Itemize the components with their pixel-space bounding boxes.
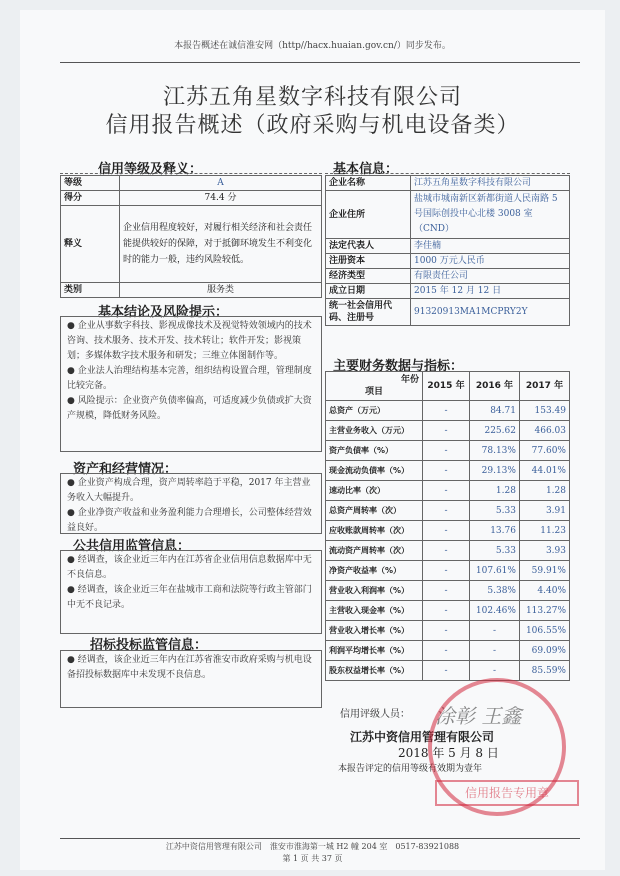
finance-metric-label: 营业收入利润率（%） xyxy=(326,581,423,601)
finance-metric-label: 现金流动负债率（%） xyxy=(326,461,423,481)
assets-box xyxy=(60,473,322,534)
finance-row xyxy=(326,481,570,501)
conclusion-item: ● 企业从事数字科技、影视成像技术及视觉特效领域内的技术咨询、技术服务、技术开发、技术转让；软件开发；影视策划；多媒体数字技术服务和研发；三维立体图制作等。 xyxy=(67,321,312,361)
finance-metric-label: 流动资产周转率（次） xyxy=(326,541,423,561)
section-basic-title: 基本信息： xyxy=(333,162,399,177)
finance-header-row xyxy=(326,372,570,401)
grade-type-value: 服务类 xyxy=(120,283,322,298)
finance-metric-value: 84.71 xyxy=(469,401,519,421)
bid-box xyxy=(60,650,322,708)
basic-info-label: 企业住所 xyxy=(326,191,411,239)
company-title: 江苏五角星数字科技有限公司 xyxy=(162,85,462,110)
finance-metric-value: - xyxy=(423,401,470,421)
section-finance-title: 主要财务数据与指标： xyxy=(333,359,464,374)
finance-row xyxy=(326,561,570,581)
basic-info-label: 企业名称 xyxy=(326,176,411,191)
finance-row xyxy=(326,421,570,441)
finance-metric-value: 225.62 xyxy=(469,421,519,441)
seal-band: 信用报告专用章 xyxy=(435,780,579,806)
finance-row xyxy=(326,501,570,521)
finance-metric-label: 营业收入增长率（%） xyxy=(326,621,423,641)
divider xyxy=(60,173,322,174)
rater-label: 信用评级人员： xyxy=(340,709,410,720)
finance-metric-value: - xyxy=(423,601,470,621)
basic-info-value: 盐城市城南新区新都街道人民南路 5 号国际创投中心北楼 3008 室（CND） xyxy=(411,191,570,239)
grade-score-value: 74.4 分 xyxy=(120,191,322,206)
finance-metric-value: 13.76 xyxy=(469,521,519,541)
basic-info-value: 有限责任公司 xyxy=(411,269,570,284)
basic-info-value: 江苏五角星数字科技有限公司 xyxy=(411,176,570,191)
basic-info-row xyxy=(326,284,570,299)
basic-info-label: 注册资本 xyxy=(326,254,411,269)
section-grade-title: 信用等级及释义： xyxy=(98,162,203,177)
grade-level-label: 等级 xyxy=(61,176,120,191)
public-item: ● 经调查，该企业近三年在盐城市工商和法院等行政主管部门中无不良记录。 xyxy=(67,585,312,610)
issuer-company: 江苏中资信用管理有限公司 xyxy=(350,730,495,744)
section-conclusion-title: 基本结论及风险提示： xyxy=(98,305,229,320)
finance-metric-value: - xyxy=(423,501,470,521)
grade-type-label: 类别 xyxy=(61,283,120,298)
item-header: 项目 xyxy=(364,387,383,397)
finance-metric-label: 主营业务收入（万元） xyxy=(326,421,423,441)
finance-metric-value: 1.28 xyxy=(469,481,519,501)
year-header: 年份 xyxy=(400,375,419,385)
basic-info-row xyxy=(326,239,570,254)
finance-metric-value: 5.33 xyxy=(469,501,519,521)
section-public-title: 公共信用监管信息： xyxy=(73,539,191,554)
finance-row xyxy=(326,521,570,541)
finance-metric-value: 44.01% xyxy=(519,461,569,481)
finance-metric-value: - xyxy=(423,541,470,561)
report-page xyxy=(20,10,605,870)
year-column-header: 2017 年 xyxy=(519,372,569,401)
basic-info-label: 经济类型 xyxy=(326,269,411,284)
grade-definition-value: 企业信用程度较好，对履行相关经济和社会责任能提供较好的保障，对于抵御环境发生不利变化时的能力一般，违约风险较低。 xyxy=(120,206,322,283)
basic-info-row xyxy=(326,254,570,269)
year-column-header: 2016 年 xyxy=(469,372,519,401)
finance-metric-value: 4.40% xyxy=(519,581,569,601)
finance-metric-value: 106.55% xyxy=(519,621,569,641)
finance-metric-value: 11.23 xyxy=(519,521,569,541)
basic-info-row xyxy=(326,176,570,191)
finance-metric-label: 资产负债率（%） xyxy=(326,441,423,461)
finance-metric-value: 1.28 xyxy=(519,481,569,501)
basic-info-value: 91320913MA1MCPRY2Y xyxy=(411,299,570,326)
public-item: ● 经调查，该企业近三年内在江苏省企业信用信息数据库中无不良信息。 xyxy=(67,555,312,580)
finance-metric-value: - xyxy=(469,621,519,641)
validity-note: 本报告评定的信用等级有效期为壹年 xyxy=(338,764,483,774)
finance-metric-label: 股东权益增长率（%） xyxy=(326,661,423,681)
section-bid-title: 招标投标监管信息： xyxy=(90,638,208,653)
issue-date: 2018 年 5 月 8 日 xyxy=(398,746,499,760)
finance-metric-value: 466.03 xyxy=(519,421,569,441)
finance-metric-value: 77.60% xyxy=(519,441,569,461)
finance-metric-value: - xyxy=(423,481,470,501)
finance-metric-value: - xyxy=(423,441,470,461)
finance-metric-value: 5.38% xyxy=(469,581,519,601)
basic-info-row xyxy=(326,299,570,326)
finance-metric-label: 速动比率（次） xyxy=(326,481,423,501)
publish-notice: 本报告概述在诚信淮安网（http//hacx.huaian.gov.cn/）同步发布。 xyxy=(174,41,451,51)
page-number: 第 1 页 共 37 页 xyxy=(282,854,343,863)
grade-score-label: 得分 xyxy=(61,191,120,206)
finance-metric-label: 总资产周转率（次） xyxy=(326,501,423,521)
finance-metric-value: - xyxy=(423,641,470,661)
footer-rule xyxy=(60,838,580,839)
basic-info-row xyxy=(326,269,570,284)
basic-info-value: 2015 年 12 月 12 日 xyxy=(411,284,570,299)
conclusion-item: ● 风险提示：企业资产负债率偏高，可适度减少负债或扩大资产规模，降低财务风险。 xyxy=(67,396,312,421)
report-title: 信用报告概述（政府采购与机电设备类） xyxy=(105,113,520,138)
finance-metric-value: 113.27% xyxy=(519,601,569,621)
finance-metric-label: 总资产（万元） xyxy=(326,401,423,421)
finance-row xyxy=(326,461,570,481)
finance-metric-value: - xyxy=(423,421,470,441)
finance-metric-value: 69.09% xyxy=(519,641,569,661)
finance-metric-value: 153.49 xyxy=(519,401,569,421)
rater-signature: 涂彰 王鑫 xyxy=(435,704,522,728)
basic-info-value: 1000 万元人民币 xyxy=(411,254,570,269)
conclusion-item: ● 企业法人治理结构基本完善，组织结构设置合理，管理制度比较完备。 xyxy=(67,366,312,391)
assets-item: ● 企业资产构成合理，资产周转率趋于平稳，2017 年主营业务收入大幅提升。 xyxy=(67,478,311,503)
finance-metric-value: 3.93 xyxy=(519,541,569,561)
basic-info-row xyxy=(326,191,570,239)
finance-row xyxy=(326,601,570,621)
finance-row xyxy=(326,621,570,641)
finance-metric-value: - xyxy=(469,661,519,681)
conclusion-box xyxy=(60,316,322,452)
finance-row xyxy=(326,661,570,681)
basic-info-label: 成立日期 xyxy=(326,284,411,299)
header-rule xyxy=(60,62,580,63)
finance-row xyxy=(326,541,570,561)
finance-metric-label: 利润平均增长率（%） xyxy=(326,641,423,661)
basic-info-table xyxy=(325,175,570,326)
finance-metric-value: 29.13% xyxy=(469,461,519,481)
basic-info-label: 统一社会信用代码、注册号 xyxy=(326,299,411,326)
bid-item: ● 经调查，该企业近三年内在江苏省淮安市政府采购与机电设备招投标数据库中未发现不良信息。 xyxy=(67,655,312,680)
finance-metric-value: 85.59% xyxy=(519,661,569,681)
finance-row xyxy=(326,581,570,601)
basic-info-label: 法定代表人 xyxy=(326,239,411,254)
assets-item: ● 企业净资产收益和业务盈利能力合理增长，公司整体经营效益良好。 xyxy=(67,508,312,533)
finance-metric-label: 净资产收益率（%） xyxy=(326,561,423,581)
finance-row xyxy=(326,401,570,421)
grade-table xyxy=(60,175,322,298)
footer-address: 江苏中资信用管理有限公司 淮安市淮海第一城 H2 幢 204 室 0517-83921088 xyxy=(165,842,460,851)
grade-definition-label: 释义 xyxy=(61,206,120,283)
finance-row xyxy=(326,641,570,661)
finance-metric-value: 107.61% xyxy=(469,561,519,581)
finance-metric-value: 5.33 xyxy=(469,541,519,561)
section-assets-title: 资产和经营情况： xyxy=(73,462,178,477)
finance-metric-value: 59.91% xyxy=(519,561,569,581)
public-box xyxy=(60,550,322,634)
finance-metric-label: 主营收入现金率（%） xyxy=(326,601,423,621)
grade-level-value: A xyxy=(120,176,322,191)
finance-metric-value: - xyxy=(423,621,470,641)
finance-metric-value: - xyxy=(423,581,470,601)
finance-row xyxy=(326,441,570,461)
finance-metric-label: 应收账款周转率（次） xyxy=(326,521,423,541)
finance-metric-value: - xyxy=(423,561,470,581)
finance-metric-value: - xyxy=(423,461,470,481)
finance-metric-value: 102.46% xyxy=(469,601,519,621)
finance-metric-value: 78.13% xyxy=(469,441,519,461)
finance-metric-value: - xyxy=(469,641,519,661)
finance-table xyxy=(325,371,570,681)
finance-header-corner xyxy=(326,372,423,401)
finance-metric-value: - xyxy=(423,661,470,681)
finance-metric-value: - xyxy=(423,521,470,541)
finance-metric-value: 3.91 xyxy=(519,501,569,521)
divider xyxy=(325,173,570,174)
basic-info-value: 李佳楠 xyxy=(411,239,570,254)
year-column-header: 2015 年 xyxy=(423,372,470,401)
